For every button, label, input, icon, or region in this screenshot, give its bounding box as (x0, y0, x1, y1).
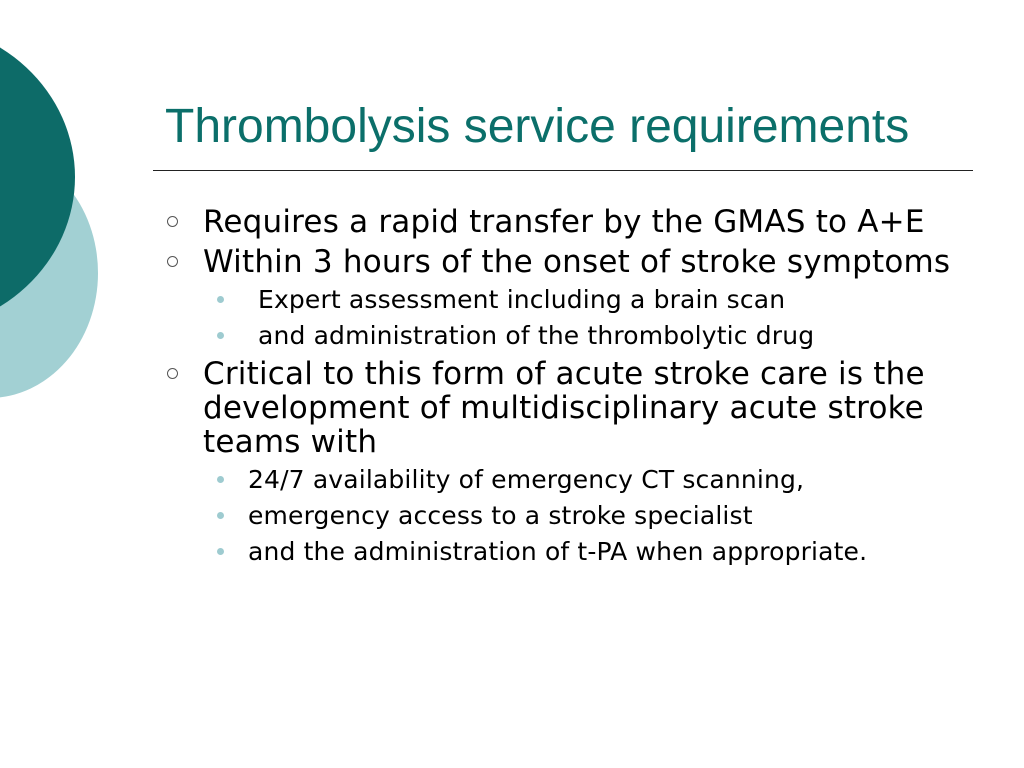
bullet-text: Requires a rapid transfer by the GMAS to A+E (203, 204, 925, 240)
hollow-circle-bullet-icon (167, 216, 178, 227)
slide-body (165, 205, 965, 573)
sub-bullet-item (165, 321, 965, 351)
bullet-item (165, 245, 965, 279)
sub-bullet-text: emergency access to a stroke specialist (248, 501, 753, 530)
title-divider (153, 170, 973, 171)
bullet-item (165, 205, 965, 239)
sub-bullet-text: and the administration of t-PA when appropriate. (248, 537, 868, 566)
filled-dot-bullet-icon (217, 296, 224, 303)
bullet-item (165, 357, 965, 459)
sub-bullet-item (165, 501, 965, 531)
bullet-text: Critical to this form of acute stroke care is the development of multidisciplinary acute stroke teams with (203, 356, 925, 460)
sub-bullet-text: and administration of the thrombolytic drug (258, 321, 815, 350)
hollow-circle-bullet-icon (167, 256, 178, 267)
filled-dot-bullet-icon (217, 548, 224, 555)
filled-dot-bullet-icon (217, 332, 224, 339)
bullet-text: Within 3 hours of the onset of stroke symptoms (203, 244, 951, 280)
hollow-circle-bullet-icon (167, 368, 178, 379)
filled-dot-bullet-icon (217, 476, 224, 483)
sub-bullet-item (165, 285, 965, 315)
sub-bullet-item (165, 465, 965, 495)
filled-dot-bullet-icon (217, 512, 224, 519)
sub-bullet-text: Expert assessment including a brain scan (258, 285, 786, 314)
slide-title: Thrombolysis service requirements (165, 100, 910, 153)
sub-bullet-item (165, 537, 965, 567)
sub-bullet-text: 24/7 availability of emergency CT scanning, (248, 465, 805, 494)
